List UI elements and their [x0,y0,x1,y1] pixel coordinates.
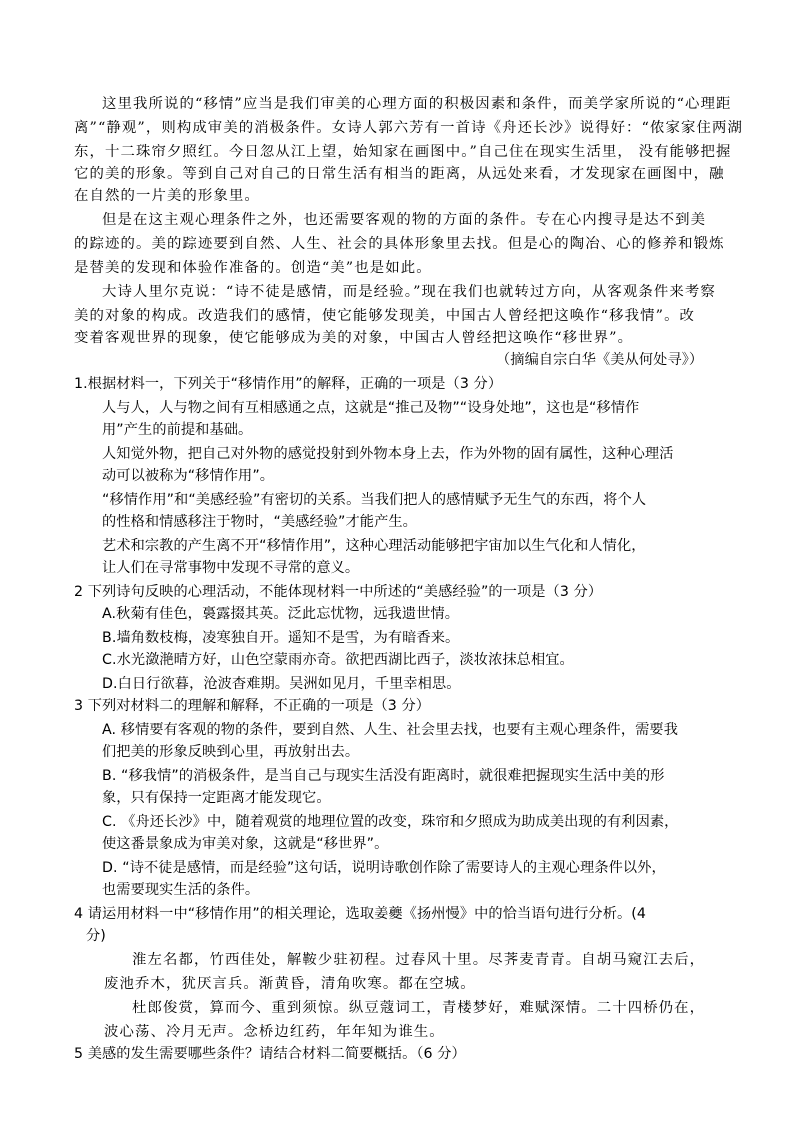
q1-option-line: 让人们在寻常事物中发现不寻常的意义。 [102,560,360,576]
poem-line: 废池乔木，犹厌言兵。渐黄昏，清角吹寒。都在空城。 [104,976,476,992]
passage-line: 这里我所说的“移情”应当是我们审美的心理方面的积极因素和条件，而美学家所说的“心理距 [102,96,732,112]
q3-option-line: 也需要现实生活的条件。 [102,882,260,898]
q1-option-line: 艺术和宗教的产生离不开“移情作用”，这种心理活动能够把宇宙加以生气化和人情化， [102,538,646,554]
q1-option-line: 用”产生的前提和基础。 [102,422,253,438]
question-2-stem: 2 下列诗句反映的心理活动，不能体现材料一中所述的“美感经验”的一项是（3 分） [74,584,603,600]
q3-option-line: 们把美的形象反映到心里，再放射出去。 [102,744,360,760]
passage-line: 美的对象的构成。改造我们的感情，使它能够发现美，中国古人曾经把这唤作“移我情”。改 [74,308,696,324]
passage-line: 它的美的形象。等到自己对自己的日常生活有相当的距离，从远处来看，才发现家在画图中，融 [74,166,725,182]
q1-option-line: “移情作用”和“美感经验”有密切的关系。当我们把人的感情赋予无生气的东西，将个人 [102,492,647,508]
q3-option-line: 象，只有保持一定距离才能发现它。 [102,790,331,806]
question-1-stem: 1.根据材料一，下列关于“移情作用”的解释，正确的一项是（3 分） [74,376,503,392]
poem-line: 淮左名都，竹西佳处，解鞍少驻初程。过春风十里。尽荠麦青青。自胡马窥江去后， [132,952,706,968]
passage-line: 是替美的发现和体验作准备的。创造“美”也是如此。 [74,260,432,276]
q3-option-line: C. 《舟还长沙》中，随着观赏的地理位置的改变，珠帘和夕照成为助成美出现的有利因素， [102,814,679,830]
q1-option-line: 动可以被称为“移情作用”。 [102,468,275,484]
question-4-stem: 4 请运用材料一中“移情作用”的相关理论，选取姜夔《扬州慢》中的恰当语句进行分析。(4 [74,906,647,922]
poem-line: 波心荡、冷月无声。念桥边红药，年年知为谁生。 [104,1024,445,1040]
q1-option-line: 人知觉外物，把自己对外物的感觉投射到外物本身上去，作为外物的固有属性，这种心理活 [102,446,674,462]
question-4-stem-cont: 分) [86,928,106,944]
q3-option-line: A. 移情要有客观的物的条件，要到自然、人生、社会里去找，也要有主观心理条件，需要我 [102,722,678,738]
q2-option-c: C.水光潋滟晴方好，山色空蒙雨亦奇。欲把西湖比西子，淡妆浓抹总相宜。 [102,652,574,668]
q2-option-d: D.白日行欲暮，沧波杳难期。吴洲如见月，千里幸相思。 [102,676,461,692]
question-3-stem: 3 下列对材料二的理解和解释，不正确的一项是（3 分） [74,698,431,714]
q3-option-line: D. “诗不徒是感情，而是经验”这句话，说明诗歌创作除了需要诗人的主观心理条件以外， [102,860,666,876]
q3-option-line: B. “移我情”的消极条件，是当自己与现实生活没有距离时，就很难把握现实生活中美的形 [102,768,665,784]
passage-line: 但是在这主观心理条件之外，也还需要客观的物的方面的条件。专在心内搜寻是达不到美 [102,212,707,228]
q1-option-line: 的性格和情感移注于物时，“美感经验”才能产生。 [102,514,417,530]
passage-source: （摘编自宗白华《美从何处寻》） [496,352,704,368]
poem-line: 杜郎俊赏，算而今、重到须惊。纵豆蔻词工，青楼梦好，难赋深情。二十四桥仍在， [132,1000,706,1016]
question-5-stem: 5 美感的发生需要哪些条件？请结合材料二简要概括。（6 分） [74,1046,466,1062]
passage-line: 的踪迹的。美的踪迹要到自然、人生、社会的具体形象里去找。但是心的陶冶、心的修养和锻炼 [74,236,725,252]
passage-line: 大诗人里尔克说：“诗不徒是感情，而是经验。”现在我们也就转过方向，从客观条件来考察 [102,284,716,300]
passage-line: 东，十二珠帘夕照红。今日忽从江上望，始知家在画图中。”自己住在现实生活里， 没有能够把握 [74,144,732,160]
q3-option-line: 使这番景象成为审美对象，这就是“移世界”。 [102,836,389,852]
q1-option-line: 人与人，人与物之间有互相感通之点，这就是“推己及物”“设身处地”，这也是“移情作 [102,400,640,416]
q2-option-b: B.墙角数枝梅，凌寒独自开。遥知不是雪，为有暗香来。 [102,630,460,646]
passage-line: 在自然的一片美的形象里。 [74,188,260,204]
passage-line: 离”“静观”，则构成审美的消极条件。女诗人郭六芳有一首诗《舟还长沙》说得好：“侬家家住两湖 [74,120,743,136]
q2-option-a: A.秋菊有佳色，裛露掇其英。泛此忘忧物，远我遗世情。 [102,606,460,622]
passage-line: 变着客观世界的现象，使它能够成为美的对象，中国古人曾经把这唤作“移世界”。 [74,330,634,346]
